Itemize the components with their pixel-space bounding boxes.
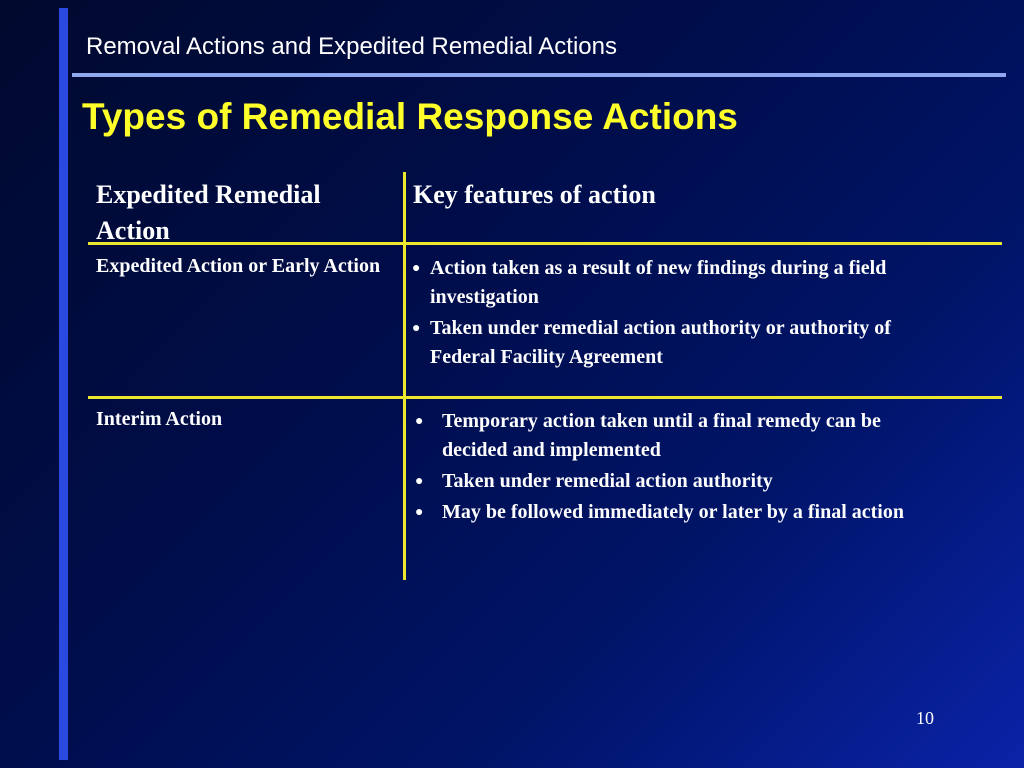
column-header-action: Expedited Remedial Action [96, 180, 321, 245]
bullet-icon: ● [412, 321, 421, 336]
row-label-expedited-action: Expedited Action or Early Action [96, 255, 381, 277]
row-label-interim-action: Interim Action [96, 408, 223, 430]
bullet-icon: ● [412, 261, 421, 276]
feature-item [412, 467, 932, 496]
feature-item [412, 407, 932, 465]
bullet-icon: ● [415, 505, 424, 520]
bullet-icon: ● [415, 414, 424, 429]
feature-item [412, 314, 932, 372]
feature-text: Action taken as a result of new findings during a field investigation [430, 257, 887, 308]
slide-title: Types of Remedial Response Actions [82, 96, 738, 137]
bullet-icon: ● [415, 474, 424, 489]
row-features-expedited-action [412, 254, 932, 374]
table-row-divider [88, 396, 1002, 399]
feature-text: Taken under remedial action authority or authority of Federal Facility Agreement [430, 317, 891, 368]
feature-item [412, 254, 932, 312]
left-accent-bar [59, 8, 68, 760]
feature-item [412, 498, 932, 527]
row-features-interim-action [412, 407, 932, 529]
page-number: 10 [916, 708, 934, 728]
feature-text: Taken under remedial action authority [442, 470, 773, 492]
feature-text: Temporary action taken until a final remedy can be decided and implemented [442, 410, 881, 461]
column-header-features: Key features of action [413, 180, 656, 209]
table-column-divider [403, 172, 406, 580]
feature-text: May be followed immediately or later by a final action [442, 501, 904, 523]
header-divider [72, 73, 1006, 77]
header-title: Removal Actions and Expedited Remedial Actions [86, 33, 617, 60]
